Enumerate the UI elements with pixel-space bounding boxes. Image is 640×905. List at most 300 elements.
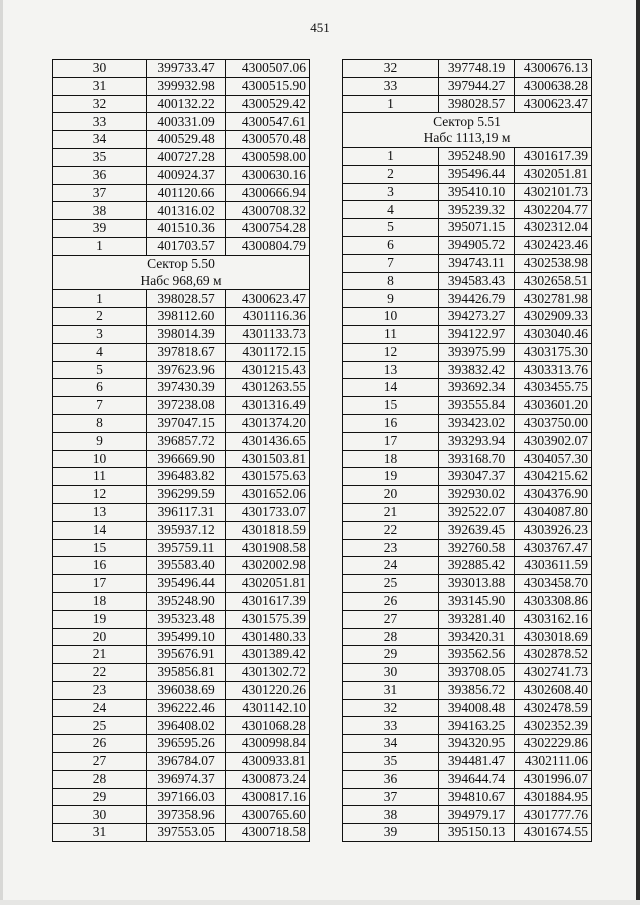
point-number: 10 (343, 308, 439, 326)
table-row (53, 539, 310, 557)
x-coordinate: 393562.56 (439, 646, 515, 664)
y-coordinate: 4302608.40 (515, 681, 592, 699)
point-number: 30 (343, 664, 439, 682)
y-coordinate: 4303601.20 (515, 397, 592, 415)
y-coordinate: 4302051.81 (515, 165, 592, 183)
point-number: 25 (343, 575, 439, 593)
x-coordinate: 400132.22 (147, 95, 226, 113)
table-row (343, 824, 592, 842)
table-row (343, 325, 592, 343)
y-coordinate: 4300638.28 (515, 77, 592, 95)
y-coordinate: 4303313.76 (515, 361, 592, 379)
y-coordinate: 4302204.77 (515, 201, 592, 219)
point-number: 9 (343, 290, 439, 308)
point-number: 32 (53, 95, 147, 113)
sector-nabs-row (343, 130, 592, 147)
y-coordinate: 4302111.06 (515, 753, 592, 771)
table-row (53, 628, 310, 646)
table-row (53, 450, 310, 468)
y-coordinate: 4303018.69 (515, 628, 592, 646)
x-coordinate: 398112.60 (147, 308, 226, 326)
x-coordinate: 392885.42 (439, 557, 515, 575)
scan-edge-right (636, 0, 640, 905)
table-row (53, 717, 310, 735)
x-coordinate: 393013.88 (439, 575, 515, 593)
y-coordinate: 4304087.80 (515, 503, 592, 521)
sector-nabs-row (53, 273, 310, 290)
table-row (343, 468, 592, 486)
x-coordinate: 395676.91 (147, 646, 226, 664)
x-coordinate: 397748.19 (439, 60, 515, 78)
table-row (343, 486, 592, 504)
x-coordinate: 397238.08 (147, 397, 226, 415)
point-number: 16 (53, 557, 147, 575)
point-number: 1 (53, 290, 147, 308)
table-row (53, 148, 310, 166)
y-coordinate: 4302658.51 (515, 272, 592, 290)
point-number: 38 (53, 202, 147, 220)
point-number: 36 (343, 770, 439, 788)
y-coordinate: 4303175.30 (515, 343, 592, 361)
point-number: 24 (53, 699, 147, 717)
point-number: 36 (53, 166, 147, 184)
x-coordinate: 397430.39 (147, 379, 226, 397)
x-coordinate: 398028.57 (147, 290, 226, 308)
point-number: 12 (343, 343, 439, 361)
y-coordinate: 4301733.07 (226, 503, 310, 521)
point-number: 27 (343, 610, 439, 628)
y-coordinate: 4301302.72 (226, 664, 310, 682)
point-number: 3 (343, 183, 439, 201)
x-coordinate: 394583.43 (439, 272, 515, 290)
y-coordinate: 4300804.79 (226, 237, 310, 255)
point-number: 13 (343, 361, 439, 379)
y-coordinate: 4302741.73 (515, 664, 592, 682)
x-coordinate: 393708.05 (439, 664, 515, 682)
x-coordinate: 393047.37 (439, 468, 515, 486)
point-number: 21 (343, 503, 439, 521)
left-table-body (53, 60, 310, 842)
point-number: 32 (343, 60, 439, 78)
y-coordinate: 4303611.59 (515, 557, 592, 575)
x-coordinate: 395239.32 (439, 201, 515, 219)
point-number: 11 (53, 468, 147, 486)
x-coordinate: 392930.02 (439, 486, 515, 504)
sector-title: Сектор 5.50 (53, 255, 310, 272)
y-coordinate: 4300623.47 (515, 95, 592, 113)
point-number: 39 (343, 824, 439, 842)
point-number: 21 (53, 646, 147, 664)
y-coordinate: 4300623.47 (226, 290, 310, 308)
point-number: 24 (343, 557, 439, 575)
table-row (53, 397, 310, 415)
point-number: 33 (343, 717, 439, 735)
y-coordinate: 4303162.16 (515, 610, 592, 628)
y-coordinate: 4302909.33 (515, 308, 592, 326)
y-coordinate: 4302478.59 (515, 699, 592, 717)
table-row (343, 308, 592, 326)
y-coordinate: 4301374.20 (226, 414, 310, 432)
y-coordinate: 4300570.48 (226, 131, 310, 149)
point-number: 8 (343, 272, 439, 290)
table-row (53, 486, 310, 504)
x-coordinate: 395071.15 (439, 219, 515, 237)
y-coordinate: 4301436.65 (226, 432, 310, 450)
x-coordinate: 394122.97 (439, 325, 515, 343)
table-row (343, 343, 592, 361)
y-coordinate: 4301215.43 (226, 361, 310, 379)
x-coordinate: 396117.31 (147, 503, 226, 521)
table-row (343, 681, 592, 699)
y-coordinate: 4301818.59 (226, 521, 310, 539)
x-coordinate: 395583.40 (147, 557, 226, 575)
point-number: 18 (53, 592, 147, 610)
x-coordinate: 397553.05 (147, 824, 226, 842)
point-number: 26 (53, 735, 147, 753)
y-coordinate: 4300598.00 (226, 148, 310, 166)
y-coordinate: 4304215.62 (515, 468, 592, 486)
table-row (343, 201, 592, 219)
table-row (343, 219, 592, 237)
y-coordinate: 4303750.00 (515, 414, 592, 432)
x-coordinate: 397944.27 (439, 77, 515, 95)
table-row (53, 131, 310, 149)
point-number: 2 (53, 308, 147, 326)
x-coordinate: 399733.47 (147, 60, 226, 78)
point-number: 25 (53, 717, 147, 735)
table-row (53, 220, 310, 238)
right-coordinates-table (342, 59, 592, 842)
table-row (343, 397, 592, 415)
x-coordinate: 396595.26 (147, 735, 226, 753)
point-number: 22 (343, 521, 439, 539)
y-coordinate: 4302002.98 (226, 557, 310, 575)
table-row (53, 308, 310, 326)
point-number: 14 (53, 521, 147, 539)
table-row (53, 646, 310, 664)
point-number: 20 (53, 628, 147, 646)
x-coordinate: 394273.27 (439, 308, 515, 326)
scan-edge-left (0, 0, 3, 905)
point-number: 26 (343, 592, 439, 610)
table-row (343, 592, 592, 610)
x-coordinate: 394810.67 (439, 788, 515, 806)
x-coordinate: 395496.44 (147, 575, 226, 593)
right-table-body (343, 60, 592, 842)
sector-nabs: Набс 968,69 м (53, 273, 310, 290)
point-number: 7 (53, 397, 147, 415)
point-number: 14 (343, 379, 439, 397)
table-row (53, 290, 310, 308)
x-coordinate: 394426.79 (439, 290, 515, 308)
table-row (343, 575, 592, 593)
x-coordinate: 394008.48 (439, 699, 515, 717)
y-coordinate: 4301263.55 (226, 379, 310, 397)
sector-header-row (343, 113, 592, 130)
x-coordinate: 395410.10 (439, 183, 515, 201)
y-coordinate: 4301652.06 (226, 486, 310, 504)
x-coordinate: 396974.37 (147, 770, 226, 788)
y-coordinate: 4300708.32 (226, 202, 310, 220)
point-number: 6 (343, 236, 439, 254)
table-row (53, 788, 310, 806)
table-row (53, 95, 310, 113)
x-coordinate: 393145.90 (439, 592, 515, 610)
y-coordinate: 4301674.55 (515, 824, 592, 842)
x-coordinate: 394979.17 (439, 806, 515, 824)
point-number: 8 (53, 414, 147, 432)
point-number: 17 (53, 575, 147, 593)
table-row (343, 735, 592, 753)
point-number: 32 (343, 699, 439, 717)
table-row (53, 753, 310, 771)
table-row (343, 699, 592, 717)
table-row (343, 272, 592, 290)
x-coordinate: 393692.34 (439, 379, 515, 397)
y-coordinate: 4301575.63 (226, 468, 310, 486)
point-number: 35 (53, 148, 147, 166)
y-coordinate: 4300873.24 (226, 770, 310, 788)
point-number: 39 (53, 220, 147, 238)
point-number: 15 (53, 539, 147, 557)
x-coordinate: 396483.82 (147, 468, 226, 486)
y-coordinate: 4301908.58 (226, 539, 310, 557)
y-coordinate: 4301116.36 (226, 308, 310, 326)
x-coordinate: 401703.57 (147, 237, 226, 255)
table-row (53, 610, 310, 628)
point-number: 3 (53, 325, 147, 343)
table-row (53, 202, 310, 220)
point-number: 37 (53, 184, 147, 202)
x-coordinate: 400727.28 (147, 148, 226, 166)
table-row (343, 610, 592, 628)
y-coordinate: 4301617.39 (515, 147, 592, 165)
point-number: 17 (343, 432, 439, 450)
point-number: 5 (343, 219, 439, 237)
point-number: 28 (343, 628, 439, 646)
table-row (53, 575, 310, 593)
table-row (343, 521, 592, 539)
sector-title: Сектор 5.51 (343, 113, 592, 130)
table-row (343, 414, 592, 432)
x-coordinate: 396857.72 (147, 432, 226, 450)
left-coordinates-table (52, 59, 310, 842)
point-number: 9 (53, 432, 147, 450)
x-coordinate: 394163.25 (439, 717, 515, 735)
y-coordinate: 4300507.06 (226, 60, 310, 78)
table-row (343, 147, 592, 165)
y-coordinate: 4301316.49 (226, 397, 310, 415)
sector-header-row (53, 255, 310, 272)
x-coordinate: 396669.90 (147, 450, 226, 468)
table-row (53, 770, 310, 788)
point-number: 23 (53, 681, 147, 699)
x-coordinate: 400331.09 (147, 113, 226, 131)
x-coordinate: 395499.10 (147, 628, 226, 646)
x-coordinate: 396038.69 (147, 681, 226, 699)
table-row (53, 77, 310, 95)
y-coordinate: 4302781.98 (515, 290, 592, 308)
x-coordinate: 395323.48 (147, 610, 226, 628)
point-number: 16 (343, 414, 439, 432)
x-coordinate: 393555.84 (439, 397, 515, 415)
table-row (343, 770, 592, 788)
table-row (53, 184, 310, 202)
point-number: 2 (343, 165, 439, 183)
point-number: 29 (343, 646, 439, 664)
point-number: 12 (53, 486, 147, 504)
x-coordinate: 395248.90 (439, 147, 515, 165)
point-number: 38 (343, 806, 439, 824)
page-number: 451 (310, 20, 330, 35)
y-coordinate: 4300515.90 (226, 77, 310, 95)
x-coordinate: 393832.42 (439, 361, 515, 379)
y-coordinate: 4301575.39 (226, 610, 310, 628)
x-coordinate: 395248.90 (147, 592, 226, 610)
y-coordinate: 4301617.39 (226, 592, 310, 610)
x-coordinate: 396222.46 (147, 699, 226, 717)
point-number: 33 (53, 113, 147, 131)
point-number: 13 (53, 503, 147, 521)
y-coordinate: 4303308.86 (515, 592, 592, 610)
x-coordinate: 394481.47 (439, 753, 515, 771)
x-coordinate: 393856.72 (439, 681, 515, 699)
y-coordinate: 4301220.26 (226, 681, 310, 699)
y-coordinate: 4301480.33 (226, 628, 310, 646)
table-row (53, 592, 310, 610)
y-coordinate: 4302878.52 (515, 646, 592, 664)
x-coordinate: 394743.11 (439, 254, 515, 272)
x-coordinate: 397358.96 (147, 806, 226, 824)
y-coordinate: 4300765.60 (226, 806, 310, 824)
table-row (343, 183, 592, 201)
point-number: 19 (343, 468, 439, 486)
y-coordinate: 4300817.16 (226, 788, 310, 806)
table-row (53, 664, 310, 682)
point-number: 22 (53, 664, 147, 682)
point-number: 27 (53, 753, 147, 771)
x-coordinate: 392760.58 (439, 539, 515, 557)
table-row (343, 628, 592, 646)
x-coordinate: 401316.02 (147, 202, 226, 220)
x-coordinate: 400924.37 (147, 166, 226, 184)
x-coordinate: 397623.96 (147, 361, 226, 379)
y-coordinate: 4303926.23 (515, 521, 592, 539)
point-number: 5 (53, 361, 147, 379)
table-row (53, 521, 310, 539)
table-row (343, 450, 592, 468)
table-row (53, 503, 310, 521)
x-coordinate: 393975.99 (439, 343, 515, 361)
y-coordinate: 4301172.15 (226, 343, 310, 361)
table-row (53, 361, 310, 379)
y-coordinate: 4302312.04 (515, 219, 592, 237)
table-row (343, 539, 592, 557)
x-coordinate: 392522.07 (439, 503, 515, 521)
y-coordinate: 4303902.07 (515, 432, 592, 450)
point-number: 34 (53, 131, 147, 149)
point-number: 7 (343, 254, 439, 272)
table-row (53, 325, 310, 343)
x-coordinate: 395496.44 (439, 165, 515, 183)
table-row (343, 432, 592, 450)
y-coordinate: 4301389.42 (226, 646, 310, 664)
y-coordinate: 4300666.94 (226, 184, 310, 202)
point-number: 23 (343, 539, 439, 557)
point-number: 10 (53, 450, 147, 468)
y-coordinate: 4301996.07 (515, 770, 592, 788)
x-coordinate: 396408.02 (147, 717, 226, 735)
point-number: 1 (343, 95, 439, 113)
table-row (343, 379, 592, 397)
x-coordinate: 401120.66 (147, 184, 226, 202)
y-coordinate: 4301503.81 (226, 450, 310, 468)
y-coordinate: 4302051.81 (226, 575, 310, 593)
y-coordinate: 4303040.46 (515, 325, 592, 343)
table-row (53, 468, 310, 486)
table-row (53, 237, 310, 255)
y-coordinate: 4304057.30 (515, 450, 592, 468)
point-number: 37 (343, 788, 439, 806)
table-row (343, 95, 592, 113)
point-number: 20 (343, 486, 439, 504)
point-number: 33 (343, 77, 439, 95)
table-row (343, 806, 592, 824)
y-coordinate: 4300529.42 (226, 95, 310, 113)
point-number: 31 (53, 77, 147, 95)
x-coordinate: 398014.39 (147, 325, 226, 343)
y-coordinate: 4301133.73 (226, 325, 310, 343)
table-row (343, 788, 592, 806)
x-coordinate: 393168.70 (439, 450, 515, 468)
scan-edge-bottom (0, 900, 640, 905)
table-row (53, 414, 310, 432)
point-number: 11 (343, 325, 439, 343)
x-coordinate: 393423.02 (439, 414, 515, 432)
y-coordinate: 4303458.70 (515, 575, 592, 593)
point-number: 4 (343, 201, 439, 219)
point-number: 29 (53, 788, 147, 806)
x-coordinate: 394320.95 (439, 735, 515, 753)
x-coordinate: 395759.11 (147, 539, 226, 557)
table-row (53, 806, 310, 824)
sector-nabs: Набс 1113,19 м (343, 130, 592, 147)
table-row (343, 60, 592, 78)
y-coordinate: 4302101.73 (515, 183, 592, 201)
x-coordinate: 393420.31 (439, 628, 515, 646)
point-number: 30 (53, 60, 147, 78)
y-coordinate: 4300718.58 (226, 824, 310, 842)
table-row (53, 824, 310, 842)
table-row (343, 236, 592, 254)
table-row (53, 343, 310, 361)
point-number: 18 (343, 450, 439, 468)
x-coordinate: 397166.03 (147, 788, 226, 806)
table-row (343, 664, 592, 682)
point-number: 4 (53, 343, 147, 361)
point-number: 35 (343, 753, 439, 771)
y-coordinate: 4301142.10 (226, 699, 310, 717)
table-row (53, 166, 310, 184)
table-row (53, 432, 310, 450)
table-row (53, 379, 310, 397)
x-coordinate: 393293.94 (439, 432, 515, 450)
point-number: 34 (343, 735, 439, 753)
x-coordinate: 400529.48 (147, 131, 226, 149)
y-coordinate: 4301777.76 (515, 806, 592, 824)
point-number: 30 (53, 806, 147, 824)
x-coordinate: 399932.98 (147, 77, 226, 95)
